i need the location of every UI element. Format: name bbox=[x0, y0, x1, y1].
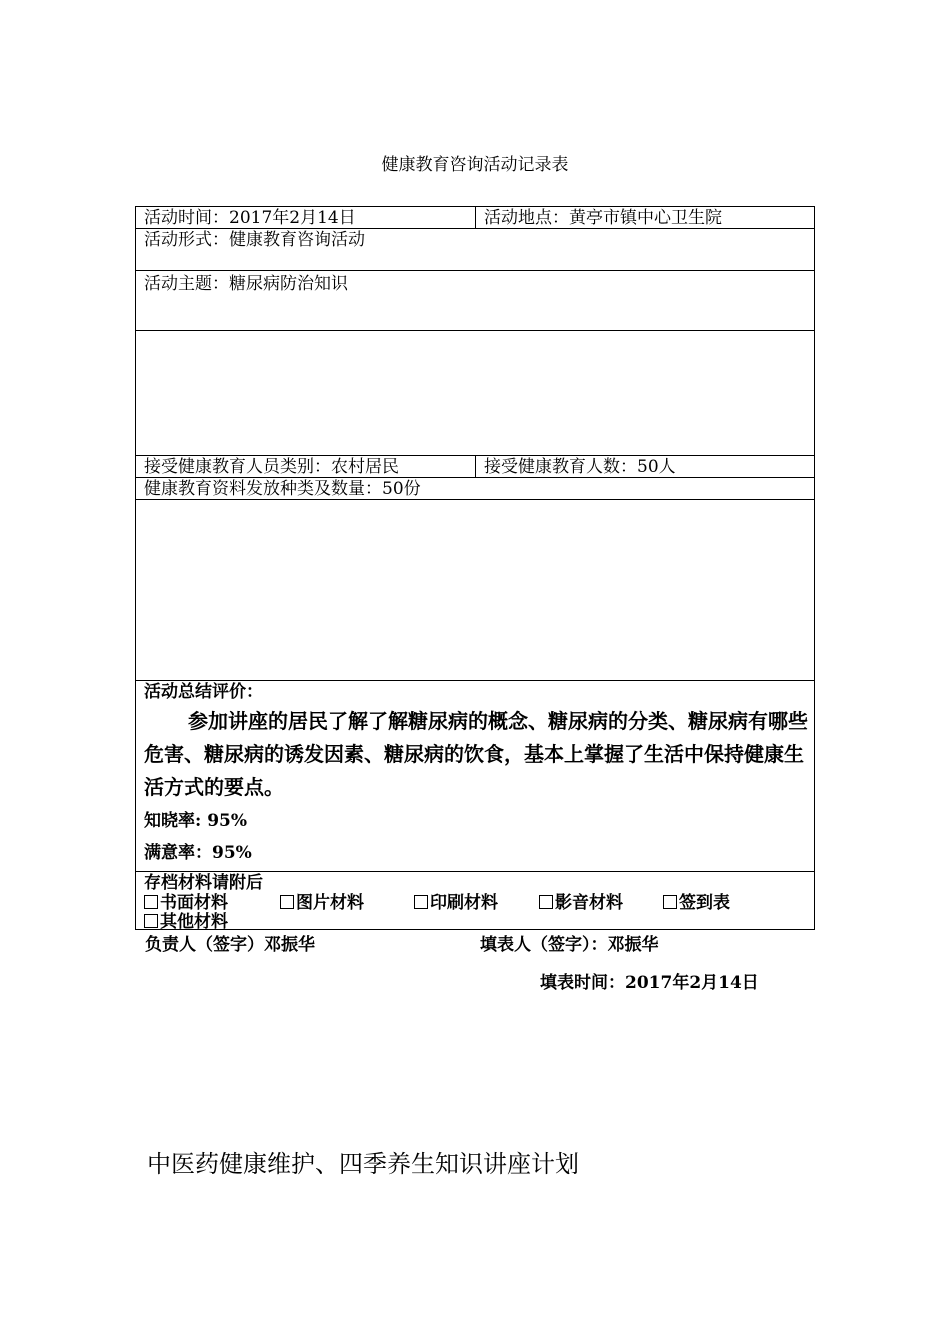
summary-label: 活动总结评价： bbox=[144, 682, 263, 702]
archive-option[interactable]: 书面材料 bbox=[144, 893, 228, 913]
activity-time: 活动时间：2017年2月14日 bbox=[144, 208, 356, 228]
row-divider bbox=[136, 499, 814, 500]
archive-option[interactable]: 图片材料 bbox=[280, 893, 364, 913]
checkbox-icon bbox=[280, 895, 294, 909]
activity-form: 活动形式：健康教育咨询活动 bbox=[144, 230, 365, 250]
row-divider bbox=[136, 477, 814, 478]
row-divider bbox=[136, 871, 814, 872]
checkbox-icon bbox=[539, 895, 553, 909]
row-divider bbox=[136, 680, 814, 681]
archive-option[interactable]: 印刷材料 bbox=[414, 893, 498, 913]
filler-signature: 填表人（签字）：邓振华 bbox=[480, 935, 659, 955]
row-divider bbox=[136, 330, 814, 331]
checkbox-icon bbox=[144, 895, 158, 909]
column-divider bbox=[475, 207, 476, 228]
document-title: 健康教育咨询活动记录表 bbox=[381, 155, 569, 175]
audience-count: 接受健康教育人数：50人 bbox=[484, 457, 676, 477]
fill-date: 填表时间：2017年2月14日 bbox=[540, 973, 759, 993]
next-section-title: 中医药健康维护、四季养生知识讲座计划 bbox=[147, 1150, 579, 1178]
archive-label: 存档材料请附后 bbox=[144, 873, 263, 893]
record-table bbox=[135, 206, 815, 930]
responsible-signature: 负责人（签字）邓振华 bbox=[145, 935, 315, 955]
row-divider bbox=[136, 228, 814, 229]
checkbox-icon bbox=[144, 914, 158, 928]
archive-option[interactable]: 影音材料 bbox=[539, 893, 623, 913]
row-divider bbox=[136, 270, 814, 271]
summary-text: 参加讲座的居民了解了解糖尿病的概念、糖尿病的分类、糖尿病有哪些危害、糖尿病的诱发因素、糖尿病的饮食，基本上掌握了生活中保持健康生活方式的要点。 bbox=[144, 709, 808, 799]
materials-count: 健康教育资料发放种类及数量：50份 bbox=[144, 479, 421, 499]
awareness-rate: 知晓率: 95% bbox=[144, 811, 248, 831]
satisfaction-rate: 满意率：95% bbox=[144, 843, 252, 863]
checkbox-icon bbox=[414, 895, 428, 909]
archive-option[interactable]: 其他材料 bbox=[144, 912, 228, 932]
checkbox-icon bbox=[663, 895, 677, 909]
column-divider bbox=[475, 455, 476, 477]
archive-option[interactable]: 签到表 bbox=[663, 893, 730, 913]
audience-type: 接受健康教育人员类别：农村居民 bbox=[144, 457, 399, 477]
activity-place: 活动地点：黄亭市镇中心卫生院 bbox=[484, 208, 722, 228]
activity-theme: 活动主题：糖尿病防治知识 bbox=[144, 274, 348, 294]
